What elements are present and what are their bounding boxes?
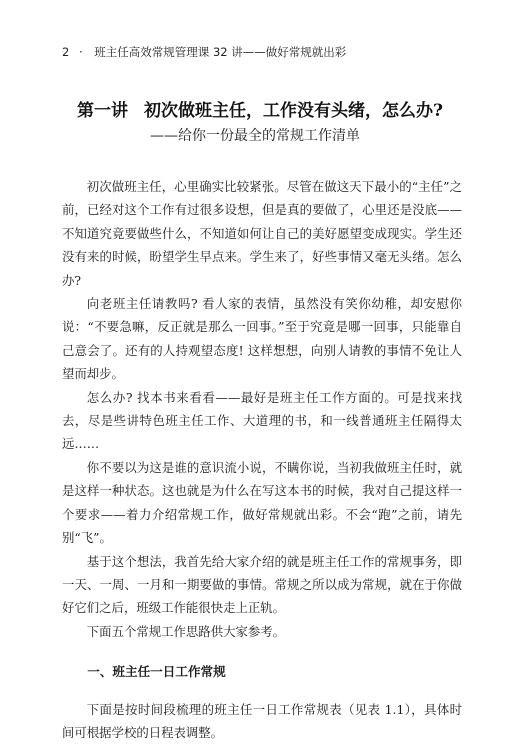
section-heading: 一、班主任一日工作常规	[87, 664, 226, 680]
chapter-title-text: 初次做班主任，工作没有头绪，怎么办?	[144, 101, 443, 121]
paragraph-5: 基于这个想法，我首先给大家介绍的就是班主任工作的常规事务，即一天、一周、一月和一期要做的事情。常规之所以成为常规，就在于你做好它们之后，班级工作能很快走上正轨。	[62, 553, 462, 616]
paragraph-1: 初次做班主任，心里确实比较紧张。尽管在做这天下最小的“主任”之前，已经对这个工作有过很多设想，但是真的要做了，心里还是没底——不知道究竟要做些什么，不知道如何让自己的美好愿望变成现实。学生还没有来的时候，盼望学生早点来。学生来了，好些事情又毫无头绪。怎么办?	[62, 179, 462, 288]
running-title: 班主任高效常规管理课 32 讲——做好常规就出彩	[94, 45, 347, 59]
chapter-label: 第一讲	[77, 101, 129, 121]
paragraph-3: 怎么办? 找本书来看看——最好是班主任工作方面的。可是找来找去，尽是些讲特色班主任工作、大道理的书，和一线普通班主任隔得太远……	[62, 389, 462, 452]
chapter-subtitle: ——给你一份最全的常规工作清单	[150, 128, 360, 144]
running-header	[62, 44, 346, 60]
page-number: 2	[62, 45, 70, 59]
paragraph-7: 下面是按时间段梳理的班主任一日工作常规表（见表 1.1），具体时间可根据学校的日程表调整。	[62, 701, 462, 740]
paragraph-4: 你不要以为这是谁的意识流小说，不瞒你说，当初我做班主任时，就是这样一种状态。这也就是为什么在写这本书的时候，我对自己提这样一个要求——着力介绍常规工作，做好常规就出彩。不会“跑”之前，请先别“飞”。	[62, 459, 462, 546]
header-bullet: ·	[78, 45, 83, 59]
paragraph-6: 下面五个常规工作思路供大家参考。	[86, 623, 286, 639]
chapter-title	[0, 96, 520, 121]
paragraph-2: 向老班主任请教吗? 看人家的表情，虽然没有笑你幼稚，却安慰你说：“不要急嘛，反正就是那么一回事。”至于究竟是哪一回事，只能靠自己意会了。还有的人持观望态度! 这样想想，向别人请教的事情不免让人望而却步。	[62, 296, 462, 382]
body-text	[62, 175, 462, 744]
